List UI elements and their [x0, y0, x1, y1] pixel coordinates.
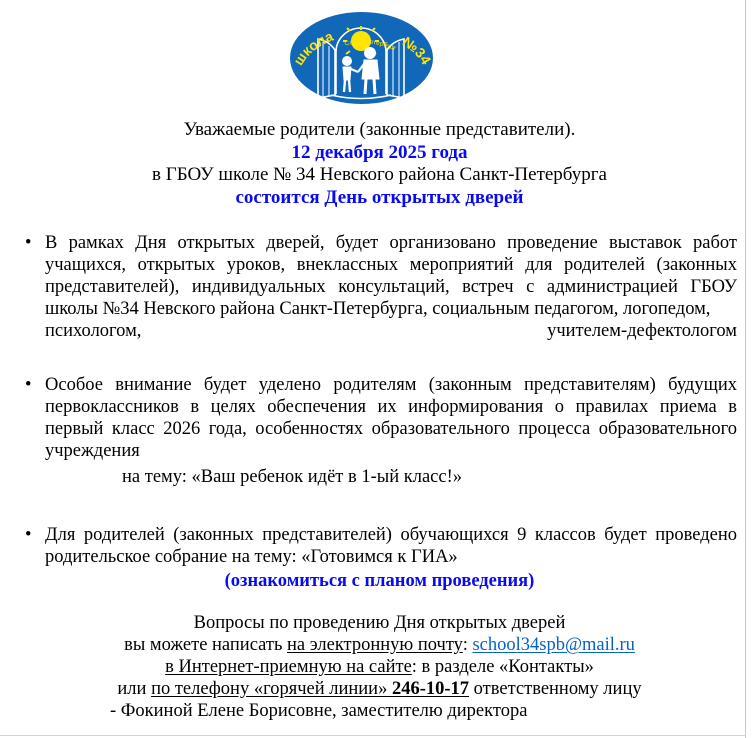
- bullet-item-activities: [22, 232, 737, 342]
- bullet-1-tail-right: учителем-дефектологом: [547, 321, 737, 341]
- logo-ellipse: [290, 12, 433, 104]
- contact-email-prefix: вы можете написать: [124, 635, 288, 655]
- plan-link[interactable]: (ознакомиться с планом проведения): [224, 571, 535, 591]
- bullet-list: [22, 232, 737, 592]
- bullet-2-text: Особое внимание будет уделено родителям (законным представителям) будущих первоклассников в целях обеспечения их информирования о правилах приема в первый класс 2026 года, особенностях образовательного процесса образовательного учреждения: [45, 375, 737, 461]
- contact-block: [22, 612, 737, 722]
- contact-email-line: [22, 634, 737, 656]
- contact-phone-suffix: ответственному лицу: [469, 679, 642, 699]
- contact-email-colon: :: [462, 635, 473, 655]
- contact-phone-label: по телефону «горячей линии»: [151, 679, 392, 699]
- bullet-item-gia-meeting: [22, 524, 737, 568]
- contact-site-label: в Интернет-приемную на сайте: [165, 657, 412, 677]
- contact-title: Вопросы по проведению Дня открытых дверей: [193, 613, 566, 633]
- contact-site-line: [22, 656, 737, 678]
- bullet-1-tail-line: [45, 320, 737, 342]
- school-logo-image: [289, 10, 434, 105]
- contact-phone-prefix: или: [117, 679, 152, 699]
- header-block: [22, 119, 737, 209]
- page-bottom-edge: [0, 735, 746, 736]
- logo-text-city: Санкт-Петербург: [343, 38, 398, 53]
- contact-email-label: на электронную почту: [287, 635, 463, 655]
- page-right-edge: [745, 0, 746, 738]
- bullet-1-tail-left: психологом,: [45, 321, 142, 341]
- header-date: 12 декабря 2025 года: [291, 141, 468, 163]
- header-school: в ГБОУ школе № 34 Невского района Санкт-Петербурга: [152, 164, 607, 185]
- logo-text-number: №34: [399, 33, 434, 68]
- header-event: состоится День открытых дверей: [235, 186, 524, 208]
- bullet-3-text: • Для родителей (законных представителей) обучающихся 9 классов будет проведено родительское собрание на тему: «Готовимся к ГИА»: [45, 525, 737, 567]
- bullet-item-first-grade: [22, 374, 737, 488]
- contact-person-line: - Фокиной Елене Борисовне, заместителю директора: [110, 701, 528, 721]
- contact-phone-line: [22, 678, 737, 700]
- header-greeting: Уважаемые родители (законные представители).: [183, 119, 576, 140]
- contact-site-rest: : в разделе «Контакты»: [411, 657, 594, 677]
- bullet-2-theme-line: на тему: «Ваш ребенок идёт в 1-ый класс!»: [122, 467, 463, 487]
- school-logo: [289, 10, 434, 105]
- logo-text-school: школа: [290, 27, 336, 69]
- contact-phone-number: 246-10-17: [391, 679, 470, 699]
- bullet-1-text: В рамках Дня открытых дверей, будет организовано проведение выставок работ учащихся, открытых уроков, внеклассных мероприятий для родителей (законных представителей), индивидуальных консультаций, встреч с администрацией ГБОУ школы №34 Невского района Санкт-Петербурга, социальным педагогом, логопедом,: [45, 233, 737, 319]
- email-link[interactable]: school34spb@mail.ru: [472, 635, 635, 655]
